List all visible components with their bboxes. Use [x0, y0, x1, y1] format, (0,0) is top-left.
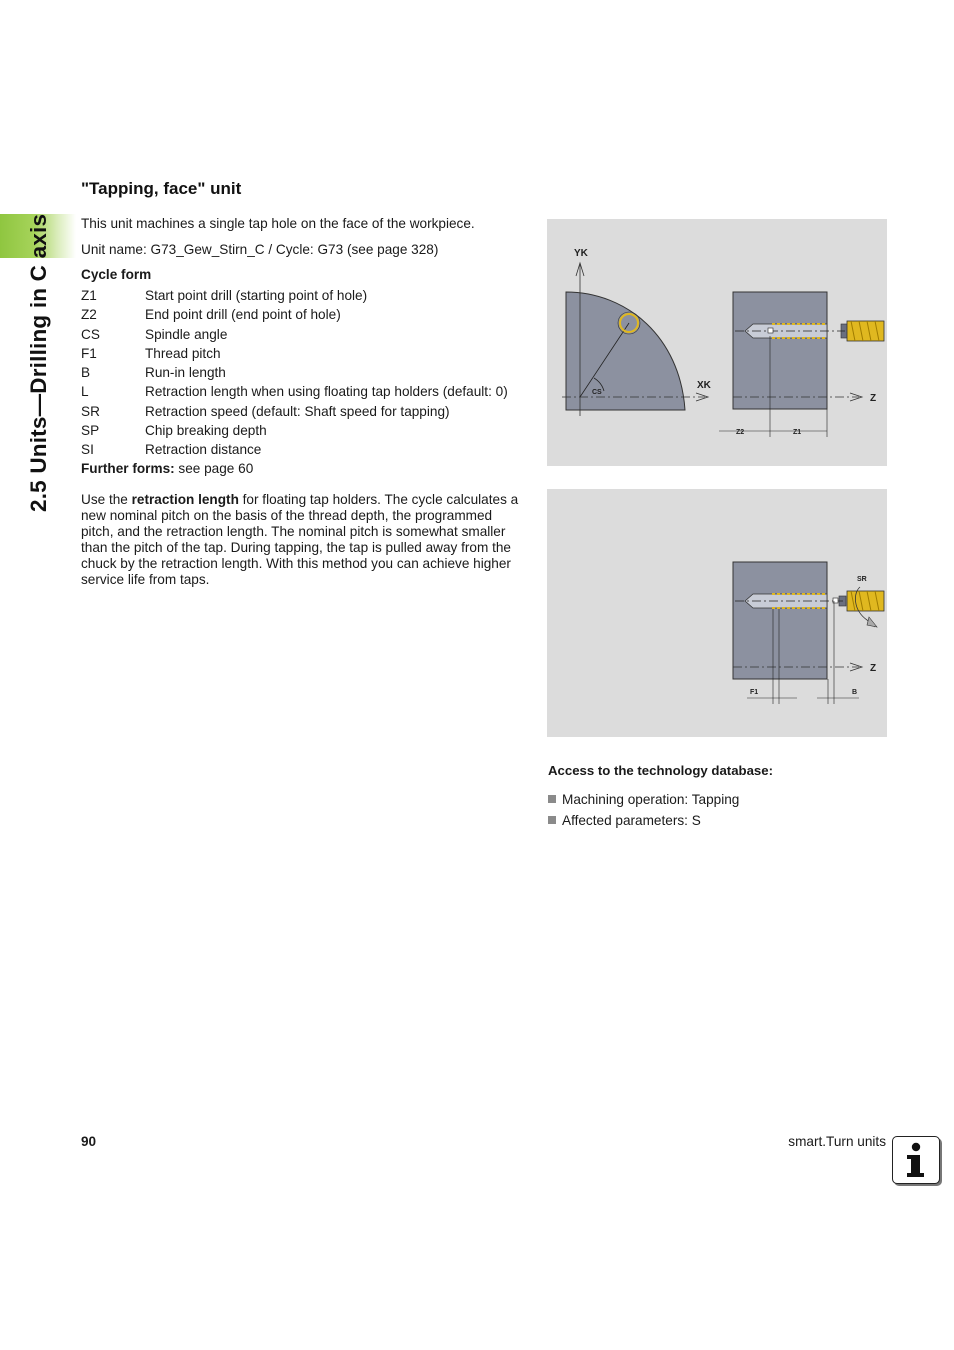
info-glyph [893, 1137, 938, 1182]
param-row [81, 363, 508, 382]
info-icon [892, 1136, 940, 1184]
list-item [548, 810, 739, 831]
start-point-marker [768, 328, 773, 333]
body-text: for floating tap holders. The cycle calculates a new nominal pitch on the basis of the thread depth, the programmed pitch, and the retraction length. The nominal pitch is somewhat smaller than the pitch of the tap. During tapping, the tap is pulled away from the chuck by the retraction length. With this method you can achieve higher service life from taps. [81, 492, 519, 587]
workpiece-side [733, 562, 827, 679]
body-text: Use the [81, 492, 132, 507]
param-desc: End point drill (end point of hole) [145, 307, 341, 323]
label-z1: Z1 [793, 429, 802, 436]
unit-name-text: Unit name: G73_Gew_Stirn_C / Cycle: G73 (see page 328) [81, 242, 439, 257]
figure-retraction-view [547, 489, 887, 737]
further-forms [81, 461, 253, 477]
bullet-icon [548, 795, 556, 803]
param-code: L [81, 384, 89, 400]
param-list [81, 286, 508, 460]
param-code: SI [81, 442, 94, 458]
label-z: Z [870, 663, 877, 674]
param-desc: Retraction speed (default: Shaft speed for tapping) [145, 403, 450, 419]
label-cs: CS [592, 389, 602, 396]
param-row [81, 305, 508, 324]
database-list [548, 789, 739, 831]
further-forms-ref: see page 60 [174, 461, 254, 476]
param-code: SP [81, 423, 100, 439]
chapter-title: 2.5 Units—Drilling in C axis [26, 213, 51, 512]
param-desc: Retraction distance [145, 442, 262, 458]
retraction-paragraph [81, 492, 527, 588]
figure-retraction-svg [547, 489, 887, 737]
param-row [81, 286, 508, 305]
param-code: SR [81, 403, 100, 419]
param-desc: Chip breaking depth [145, 423, 267, 439]
intro-text: This unit machines a single tap hole on the face of the workpiece. [81, 216, 475, 231]
further-forms-label: Further forms: [81, 461, 175, 476]
cycle-form-label: Cycle form [81, 267, 152, 282]
page-number: 90 [81, 1134, 97, 1149]
list-item-text: Affected parameters: S [562, 813, 701, 828]
param-row [81, 382, 508, 401]
figure-face-svg [547, 219, 887, 466]
page-title: "Tapping, face" unit [81, 179, 242, 198]
param-code: F1 [81, 345, 97, 361]
bullet-icon [548, 816, 556, 824]
rotation-arrowhead-icon [867, 617, 877, 627]
param-desc: Retraction length when using floating tap holders (default: 0) [145, 384, 508, 400]
figure-face-view [547, 219, 887, 466]
workpiece-face [566, 292, 685, 410]
param-desc: Thread pitch [145, 345, 221, 361]
param-row [81, 421, 508, 440]
param-desc: Spindle angle [145, 326, 228, 342]
label-b: B [852, 689, 858, 696]
list-item-text: Machining operation: Tapping [562, 792, 740, 807]
label-z: Z [870, 393, 877, 404]
label-sr: SR [857, 576, 867, 583]
label-yk: YK [574, 248, 588, 259]
database-heading: Access to the technology database: [548, 763, 773, 778]
workpiece-side [733, 292, 827, 409]
param-code: B [81, 365, 91, 381]
param-code: Z2 [81, 307, 97, 323]
label-xk: XK [697, 380, 711, 391]
param-desc: Start point drill (starting point of hole) [145, 288, 368, 303]
param-desc: Run-in length [145, 365, 226, 381]
param-code: Z1 [81, 288, 97, 303]
body-bold-term: retraction length [131, 492, 239, 507]
list-item [548, 789, 739, 810]
param-row [81, 440, 508, 459]
label-f1: F1 [750, 689, 759, 696]
param-code: CS [81, 326, 100, 342]
footer-section: smart.Turn units [788, 1134, 886, 1149]
param-row [81, 344, 508, 363]
label-z2: Z2 [736, 429, 745, 436]
param-row [81, 325, 508, 344]
param-row [81, 402, 508, 421]
